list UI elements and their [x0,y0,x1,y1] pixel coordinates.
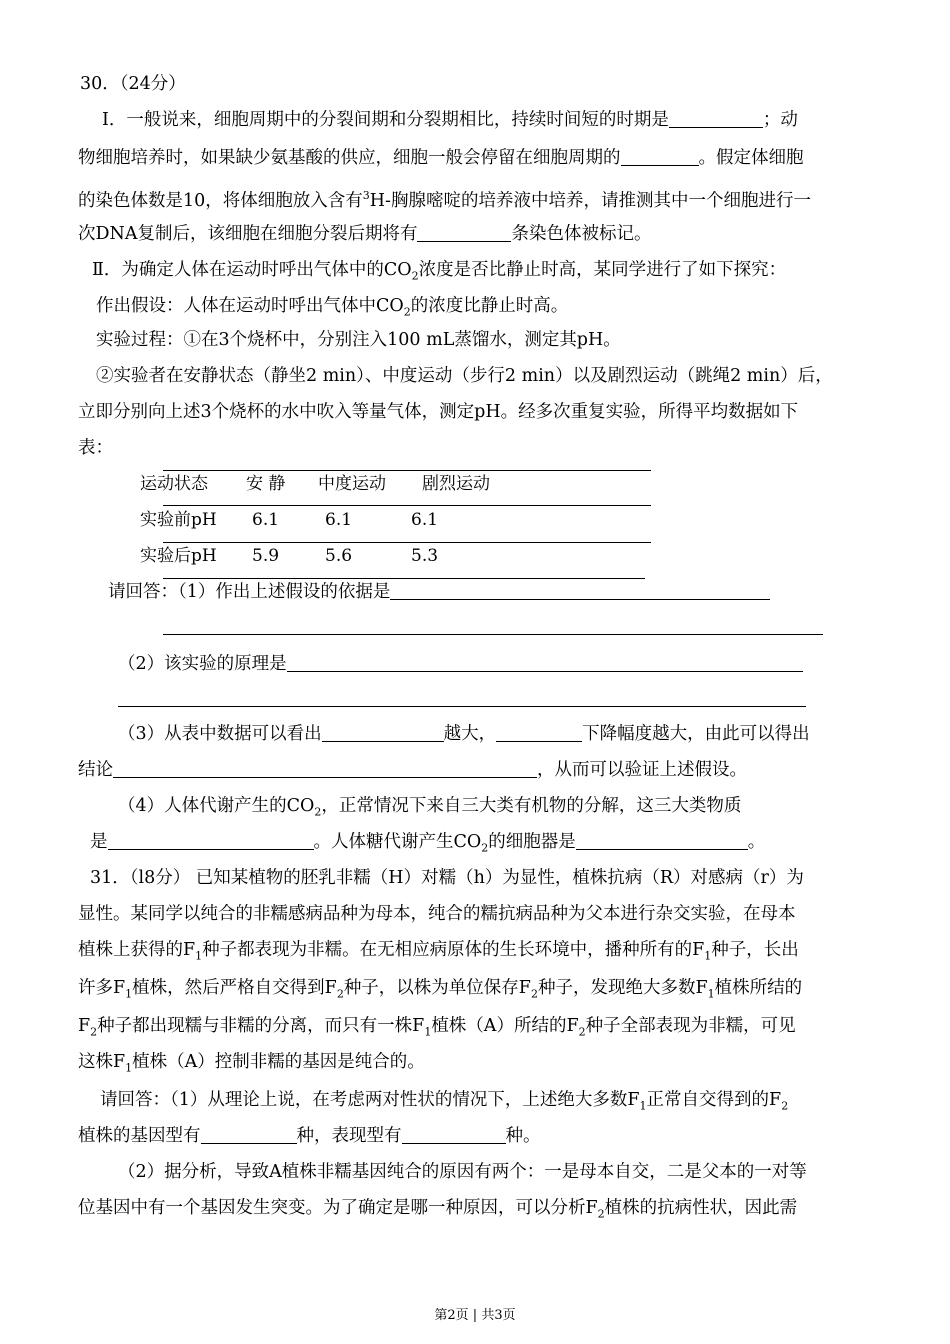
answer-blank [201,1125,297,1144]
table-cell: 6.1 [411,510,439,530]
q30-answer4-line2: 是 。人体糖代谢产生$CO_2$的细胞器是 。 [90,832,766,855]
q30-part1-line1: Ⅰ．一般说来，细胞周期中的分裂间期和分裂期相比，持续时间短的时期是 ；动 [102,110,798,130]
q31-line1: 31．（l8分） 已知某植物的胚乳非糯（H）对糯（h）为显性，植株抗病（R）对感病（r）为 [90,868,804,888]
q30-part2-line6: 表： [78,438,113,458]
table-header-cell: 运动状态 [140,474,208,494]
q31-line2: 显性。某同学以纯合的非糯感病品种为母本，纯合的糯抗病品种为父本进行杂交实验，在母本 [78,904,796,924]
table-cell: 5.9 [252,546,280,566]
table-rule-top [163,470,651,471]
table-cell: 5.6 [325,546,353,566]
answer-line [163,634,823,635]
q30-part1-line4: 次DNA复制后，该细胞在细胞分裂后期将有 条染色体被标记。 [78,224,652,244]
table-cell: 实验前pH [140,510,217,530]
table-rule-header [163,505,651,506]
q30-answer2: （2）该实验的原理是 [118,652,803,676]
answer-blank [113,759,537,778]
answer-line [118,706,806,707]
page-footer: 第2页 | 共3页 [434,1308,516,1323]
table-cell: 6.1 [252,510,280,530]
answer-blank [576,831,748,850]
q30-answer1: 请回答：（1）作出上述假设的依据是 [108,580,770,604]
table-rule-bottom [163,578,645,579]
table-header-cell: 中度运动 [318,474,386,494]
q31-line7: 请回答：（1）从理论上说，在考虑两对性状的情况下，上述绝大多数$F_1$正常自交得到的$F_2$ [100,1090,789,1113]
answer-blank [621,147,699,166]
answer-blank [390,581,770,600]
q30-part2-line1: Ⅱ．为确定人体在运动时呼出气体中的$CO_2$浓度是否比静止时高，某同学进行了如下探究： [92,260,787,283]
q31-line9: （2）据分析，导致A植株非糯基因纯合的原因有两个：一是母本自交，二是父本的一对等 [118,1162,807,1182]
q31-line5: $F_2$种子都出现糯与非糯的分离，而只有一株$F_1$植株（A）所结的$F_2$种子全部表现为非糯，可见 [78,1016,796,1039]
table-cell: 5.3 [411,546,439,566]
q30-part2-line5: 立即分别向上述3个烧杯的水中吹入等量气体，测定pH。经多次重复实验，所得平均数据如下 [78,402,799,422]
answer-blank [287,653,803,672]
answer-blank [322,723,444,742]
table-header-cell: 剧烈运动 [422,474,490,494]
q30-part2-line4: ②实验者在安静状态（静坐2 min）、中度运动（步行2 min）以及剧烈运动（跳绳2 min）后， [96,366,833,386]
answer-blank [402,1125,506,1144]
answer-blank [669,109,763,128]
q30-part2-line3: 实验过程：①在3个烧杯中，分别注入100 mL蒸馏水，测定其pH。 [96,330,621,350]
q31-line6: 这株$F_1$植株（A）控制非糯的基因是纯合的。 [78,1052,425,1075]
answer-blank [108,831,314,850]
answer-blank [496,723,582,742]
q30-answer3-line1: （3）从表中数据可以看出 越大， 下降幅度越大，由此可以得出 [118,724,810,744]
q31-line4: 许多$F_1$植株，然后严格自交得到$F_2$种子，以株为单位保存$F_2$种子，发现绝大多数$F_1$植株所结的 [78,978,803,1001]
q30-part2-line2: 作出假设：人体在运动时呼出气体中$CO_2$的浓度比静止时高。 [96,296,569,319]
table-cell: 6.1 [325,510,353,530]
answer-blank [417,223,511,242]
table-header-cell: 安 静 [246,474,286,494]
q30-answer3-line2: 结论 ，从而可以验证上述假设。 [78,760,747,780]
table-cell: 实验后pH [140,546,217,566]
q30-part1-line2: 物细胞培养时，如果缺少氨基酸的供应，细胞一般会停留在细胞周期的 。假定体细胞 [78,148,804,168]
q31-line10: 位基因中有一个基因发生突变。为了确定是哪一种原因，可以分析$F_2$植株的抗病性状，因此需 [78,1198,798,1221]
q31-line8: 植株的基因型有 种，表现型有 种。 [78,1126,541,1146]
q30-answer4-line1: （4）人体代谢产生的$CO_2$，正常情况下来自三大类有机物的分解，这三大类物质 [118,796,742,819]
q30-heading: 30．（24分） [80,74,186,94]
table-rule-row [163,542,651,543]
q31-line3: 植株上获得的$F_1$种子都表现为非糯。在无相应病原体的生长环境中，播种所有的$F_1$种子，长出 [78,940,799,963]
q30-part1-line3: 的染色体数是10，将体细胞放入含有$^3$H-胸腺嘧啶的培养液中培养，请推测其中一个细胞进行一 [78,189,811,211]
